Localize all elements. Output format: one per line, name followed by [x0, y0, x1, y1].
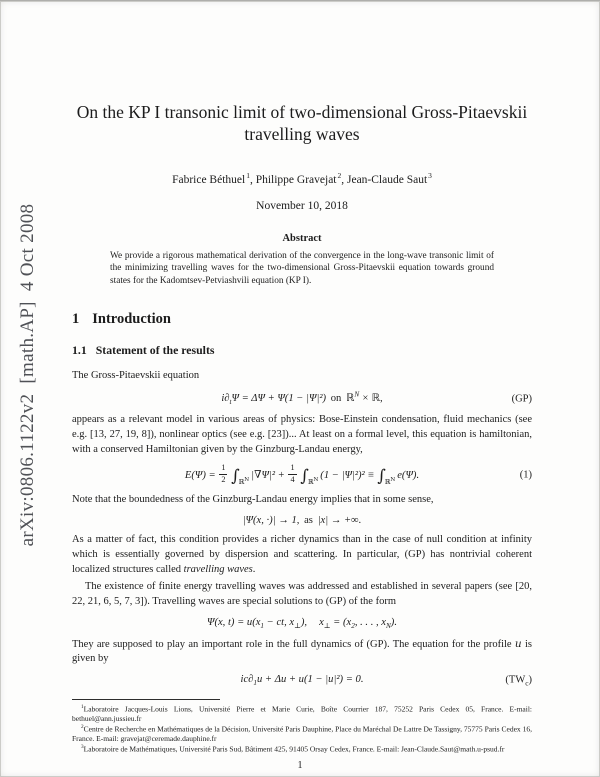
section-number: 1	[72, 311, 80, 328]
math-run: ),	[300, 616, 308, 628]
equation-energy-label: (1)	[519, 469, 532, 481]
math-subscript: t	[229, 398, 232, 407]
math-superscript: N	[354, 390, 360, 399]
section-heading-introduction	[72, 311, 532, 328]
integral-domain: ℝN	[238, 477, 250, 487]
integral-over-rn	[300, 468, 320, 486]
integral-over-rn	[231, 468, 251, 486]
equation-twc-label: $(TW_c)$	[505, 674, 532, 688]
math-run: , . . . , x	[354, 616, 386, 628]
subsection-title: Statement of the results	[95, 343, 215, 358]
page-number: 1	[297, 760, 303, 771]
author-footnote-marker-1: 1	[246, 170, 250, 180]
equation-form-body	[207, 617, 397, 628]
author-name-2: Philippe Gravejat	[255, 173, 337, 186]
integral-over-rn	[377, 468, 397, 486]
paragraph-1: The Gross-Pitaevskii equation	[72, 370, 200, 382]
fraction-one-half: $\frac{1}{2}$	[221, 463, 226, 485]
math-run: ).	[390, 616, 397, 628]
emphasized-term: travelling waves	[183, 563, 253, 575]
math-word: on	[330, 393, 342, 405]
footnote-text: Laboratoire de Mathématiques, Université Paris Sud, Bâtiment 425, 91405 Orsay Cedex, France. E-mail: Jean-Claude.Saut@math.u-psud.fr	[83, 744, 505, 754]
equation-travelling-wave-form	[72, 617, 532, 630]
footnote-marker: 2	[81, 723, 84, 730]
author-separator: ,	[249, 173, 256, 186]
authors-line	[72, 171, 532, 186]
paragraph-4-text: As a matter of fact, this condition provides a richer dynamics than in the case of null condition at infinity which is essentially governed by dispersion and scattering. In particular, (GP) has nontrivial coherent localized structures called	[72, 534, 532, 575]
paragraph-2: appears as a relevant model in various areas of physics: Bose-Einstein condensation, fluid mechanics (see e.g. [13, 27, 19, 8]), nonlinear optics (see e.g. [23])... At least on a formal level, this equation is hamiltonian, with a conserved Hamiltonian given by the Ginzburg-Landau energy,	[72, 414, 532, 455]
footnote-text: Centre de Recherche en Mathématiques de la Décision, Université Paris Dauphine, Place du Maréchal De Lattre De Tassigny, 75775 Paris Cedex 16, France. E-mail: gravejat@ceremade.dauphine.fr	[72, 724, 532, 743]
subsection-number: 1.1	[72, 343, 87, 358]
math-run: ℝ	[345, 393, 355, 405]
math-run: Ψ = ΔΨ + Ψ(1 − |Ψ|²)	[231, 393, 327, 405]
math-subscript: N	[386, 621, 391, 630]
paragraph-6	[72, 637, 532, 667]
math-run: − ct, x	[264, 616, 295, 628]
integral-domain: ℝN	[307, 477, 319, 487]
footnotes-block	[72, 699, 532, 754]
math-subscript: 1	[253, 679, 257, 688]
math-subscript: ⊥	[323, 621, 331, 630]
paper-title: On the KP I transonic limit of two-dimensional Gross-Pitaevskii travelling waves	[76, 102, 528, 145]
math-subscript: 2	[351, 621, 355, 630]
section-title: Introduction	[92, 311, 171, 328]
paper-content	[0, 101, 600, 687]
footnote-marker: 3	[81, 743, 84, 750]
date-line: November 10, 2018	[256, 199, 348, 212]
integral-icon: ∫	[300, 466, 309, 486]
author-separator: ,	[341, 173, 347, 186]
math-run: = (x	[330, 616, 352, 628]
math-run: u + Δu + u(1 − |u|²) = 0.	[256, 674, 364, 686]
math-run: (1 − |Ψ|²)² ≡	[320, 470, 375, 482]
math-run: |∇Ψ|² +	[251, 470, 285, 482]
paragraph-6-text: They are supposed to play an important role in the full dynamics of (GP). The equation for the profile	[72, 638, 512, 650]
equation-gp-label: (GP)	[511, 393, 532, 405]
author-name-1: Fabrice Béthuel	[172, 173, 246, 186]
math-word: as	[304, 515, 313, 527]
equation-energy-body	[184, 463, 420, 487]
math-run: E(Ψ) =	[184, 470, 216, 482]
integral-icon: ∫	[231, 466, 240, 486]
paragraph-5: The existence of finite energy travelling waves was addressed and established in several papers (see [20, 22, 21, 6, 5, 7, 3]). Travelling waves are special solutions to (GP) of the form	[72, 581, 532, 607]
equation-twc	[72, 674, 532, 687]
footnote-3	[72, 744, 532, 754]
footnote-1	[72, 704, 532, 724]
paragraph-6-text: is given by	[72, 638, 533, 665]
math-run: |x| → +∞.	[317, 515, 362, 527]
fraction-one-fourth: $\frac{1}{4}$	[290, 463, 295, 485]
equation-gp-body	[221, 390, 383, 407]
math-subscript: 1	[260, 621, 265, 630]
subsection-heading-statement	[72, 343, 532, 358]
paragraph-3: Note that the boundedness of the Ginzburg-Landau energy implies that in some sense,	[72, 494, 434, 506]
math-variable: u	[514, 637, 522, 650]
arxiv-watermark: arXiv:0806.1122v2 [math.AP] 4 Oct 2008	[17, 203, 38, 547]
author-footnote-marker-3: 3	[428, 170, 432, 180]
footnote-text: Laboratoire Jacques-Louis Lions, Université Pierre et Marie Curie, Boîte Courrier 187, 75252 Paris Cedex 05, France. E-mail: bethuel@ann.jussieu.fr	[72, 704, 532, 723]
paragraph-4-text: .	[252, 563, 256, 575]
math-run: i∂	[221, 393, 230, 405]
math-run: |Ψ(x, ·)| → 1,	[242, 515, 300, 527]
abstract-heading: Abstract	[282, 232, 322, 244]
equation-limit-body	[243, 515, 362, 526]
footnote-marker: 1	[81, 703, 84, 710]
paragraph-4	[72, 533, 532, 577]
abstract-text: We provide a rigorous mathematical derivation of the convergence in the long-wave transonic limit of the minimizing travelling waves for the two-dimensional Gross-Pitaevskii equation towards ground states for the Kadomtsev-Petviashvili equation (KP I).	[110, 250, 494, 287]
math-run: e(Ψ).	[397, 470, 420, 482]
math-subscript: ⊥	[294, 621, 301, 630]
footnote-rule	[72, 699, 220, 700]
math-run: ic∂	[240, 674, 254, 686]
math-run: Ψ(x, t) = u(x	[207, 616, 261, 628]
author-name-3: Jean-Claude Saut	[347, 173, 428, 186]
author-footnote-marker-2: 2	[337, 170, 342, 180]
math-run: x	[319, 616, 324, 628]
integral-domain: ℝN	[384, 477, 396, 487]
equation-energy	[72, 464, 532, 486]
equation-gp	[72, 391, 532, 407]
equation-limit	[72, 515, 532, 526]
math-run: × ℝ,	[359, 393, 383, 405]
footnote-2	[72, 724, 532, 744]
equation-twc-body	[240, 674, 364, 688]
integral-icon: ∫	[377, 466, 386, 486]
